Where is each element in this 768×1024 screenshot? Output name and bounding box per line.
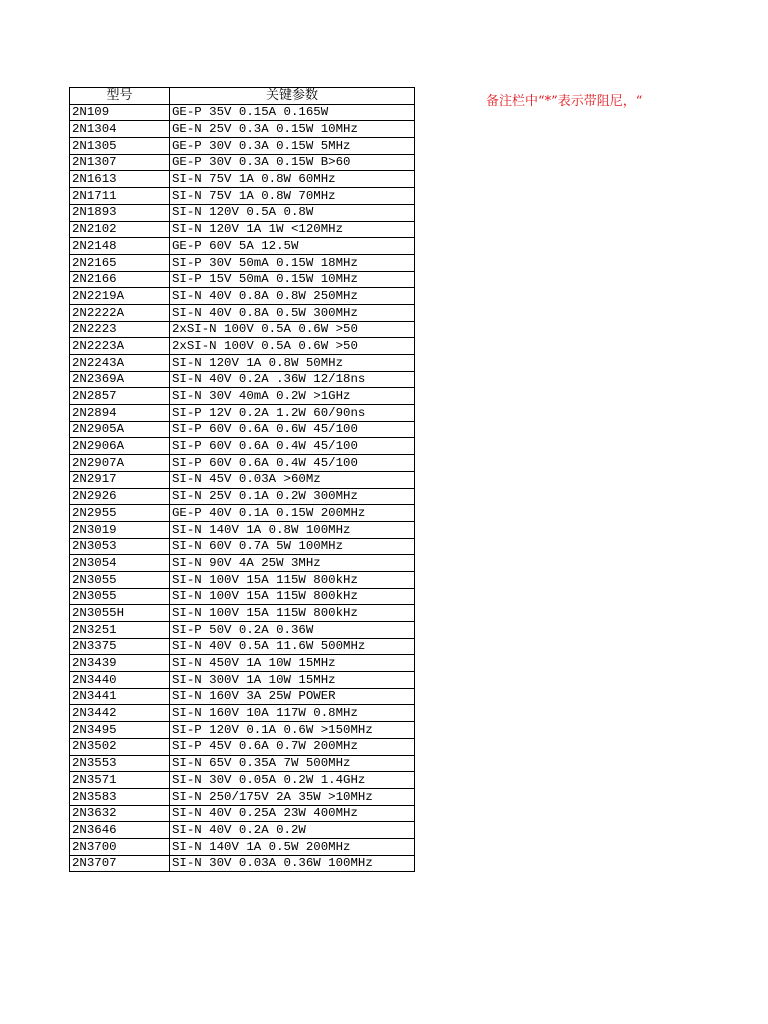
table-row: [70, 855, 415, 872]
params-cell[interactable]: SI-N 160V 10A 117W 0.8MHz: [170, 705, 415, 722]
spreadsheet-area: [69, 87, 415, 872]
table-row: [70, 188, 415, 205]
params-cell[interactable]: SI-N 30V 0.05A 0.2W 1.4GHz: [170, 772, 415, 789]
params-cell[interactable]: SI-P 60V 0.6A 0.6W 45/100: [170, 421, 415, 438]
table-row: [70, 438, 415, 455]
params-cell[interactable]: SI-N 30V 0.03A 0.36W 100MHz: [170, 855, 415, 872]
table-row: [70, 638, 415, 655]
model-cell[interactable]: 2N3646: [70, 822, 170, 839]
model-cell[interactable]: 2N3553: [70, 755, 170, 772]
params-cell[interactable]: SI-P 60V 0.6A 0.4W 45/100: [170, 438, 415, 455]
model-cell[interactable]: 2N2955: [70, 505, 170, 522]
params-cell[interactable]: 2xSI-N 100V 0.5A 0.6W >50: [170, 321, 415, 338]
model-cell[interactable]: 2N3055: [70, 571, 170, 588]
model-cell[interactable]: 2N109: [70, 104, 170, 121]
model-cell[interactable]: 2N2894: [70, 405, 170, 422]
params-cell[interactable]: SI-N 25V 0.1A 0.2W 300MHz: [170, 488, 415, 505]
table-row: [70, 154, 415, 171]
params-cell[interactable]: SI-N 65V 0.35A 7W 500MHz: [170, 755, 415, 772]
table-row: [70, 321, 415, 338]
table-row: [70, 138, 415, 155]
model-cell[interactable]: 2N2102: [70, 221, 170, 238]
table-row: [70, 788, 415, 805]
column-header-model[interactable]: 型号: [70, 88, 170, 105]
table-row: [70, 488, 415, 505]
table-row: [70, 755, 415, 772]
params-cell[interactable]: 2xSI-N 100V 0.5A 0.6W >50: [170, 338, 415, 355]
model-cell[interactable]: 2N3251: [70, 622, 170, 639]
model-cell[interactable]: 2N1711: [70, 188, 170, 205]
params-cell[interactable]: SI-N 140V 1A 0.8W 100MHz: [170, 521, 415, 538]
table-row: [70, 371, 415, 388]
column-header-params[interactable]: 关键参数: [170, 88, 415, 105]
model-cell[interactable]: 2N2917: [70, 471, 170, 488]
table-row: [70, 772, 415, 789]
model-cell[interactable]: 2N2219A: [70, 288, 170, 305]
params-cell[interactable]: SI-P 15V 50mA 0.15W 10MHz: [170, 271, 415, 288]
model-cell[interactable]: 2N3700: [70, 838, 170, 855]
model-cell[interactable]: 2N2223A: [70, 338, 170, 355]
table-row: [70, 388, 415, 405]
table-row: [70, 738, 415, 755]
table-row: [70, 338, 415, 355]
params-cell[interactable]: SI-P 50V 0.2A 0.36W: [170, 622, 415, 639]
params-cell[interactable]: SI-N 90V 4A 25W 3MHz: [170, 555, 415, 572]
table-row: [70, 588, 415, 605]
model-cell[interactable]: 2N3632: [70, 805, 170, 822]
model-cell[interactable]: 2N1305: [70, 138, 170, 155]
params-cell[interactable]: SI-N 40V 0.2A .36W 12/18ns: [170, 371, 415, 388]
model-cell[interactable]: 2N2166: [70, 271, 170, 288]
remark-note[interactable]: 备注栏中“*”表示带阻尼，“: [486, 94, 643, 109]
model-cell[interactable]: 2N3055: [70, 588, 170, 605]
table-row: [70, 254, 415, 271]
model-cell[interactable]: 2N3053: [70, 538, 170, 555]
table-row: [70, 405, 415, 422]
table-row: [70, 622, 415, 639]
table-row: [70, 822, 415, 839]
params-cell[interactable]: GE-P 60V 5A 12.5W: [170, 238, 415, 255]
table-row: [70, 705, 415, 722]
params-cell[interactable]: SI-N 100V 15A 115W 800kHz: [170, 588, 415, 605]
params-cell[interactable]: SI-N 120V 1A 0.8W 50MHz: [170, 355, 415, 372]
params-cell[interactable]: GE-P 30V 0.3A 0.15W B>60: [170, 154, 415, 171]
table-row: [70, 271, 415, 288]
model-cell[interactable]: 2N1893: [70, 204, 170, 221]
model-cell[interactable]: 2N2223: [70, 321, 170, 338]
params-cell[interactable]: SI-N 450V 1A 10W 15MHz: [170, 655, 415, 672]
model-cell[interactable]: 2N3583: [70, 788, 170, 805]
params-cell[interactable]: SI-N 40V 0.25A 23W 400MHz: [170, 805, 415, 822]
params-cell[interactable]: SI-N 75V 1A 0.8W 70MHz: [170, 188, 415, 205]
model-cell[interactable]: 2N3054: [70, 555, 170, 572]
table-row: [70, 104, 415, 121]
model-cell[interactable]: 2N2165: [70, 254, 170, 271]
params-cell[interactable]: SI-N 120V 1A 1W <120MHz: [170, 221, 415, 238]
model-cell[interactable]: 2N3571: [70, 772, 170, 789]
table-body: [70, 104, 415, 872]
params-cell[interactable]: SI-N 75V 1A 0.8W 60MHz: [170, 171, 415, 188]
table-row: [70, 538, 415, 555]
table-row: [70, 304, 415, 321]
table-row: [70, 238, 415, 255]
params-cell[interactable]: SI-N 40V 0.8A 0.8W 250MHz: [170, 288, 415, 305]
model-cell[interactable]: 2N3707: [70, 855, 170, 872]
model-cell[interactable]: 2N1304: [70, 121, 170, 138]
table-row: [70, 505, 415, 522]
params-cell[interactable]: GE-P 30V 0.3A 0.15W 5MHz: [170, 138, 415, 155]
header-row: [70, 88, 415, 105]
model-cell[interactable]: 2N2926: [70, 488, 170, 505]
model-cell[interactable]: 2N3439: [70, 655, 170, 672]
table-row: [70, 288, 415, 305]
model-cell[interactable]: 2N2906A: [70, 438, 170, 455]
params-cell[interactable]: SI-N 40V 0.5A 11.6W 500MHz: [170, 638, 415, 655]
table-row: [70, 722, 415, 739]
params-cell[interactable]: SI-P 120V 0.1A 0.6W >150MHz: [170, 722, 415, 739]
params-cell[interactable]: SI-N 160V 3A 25W POWER: [170, 688, 415, 705]
table-row: [70, 471, 415, 488]
table-row: [70, 571, 415, 588]
params-cell[interactable]: SI-N 30V 40mA 0.2W >1GHz: [170, 388, 415, 405]
params-cell[interactable]: SI-P 30V 50mA 0.15W 18MHz: [170, 254, 415, 271]
table-row: [70, 688, 415, 705]
model-cell[interactable]: 2N2222A: [70, 304, 170, 321]
model-cell[interactable]: 2N2369A: [70, 371, 170, 388]
table-row: [70, 838, 415, 855]
model-cell[interactable]: 2N2905A: [70, 421, 170, 438]
params-cell[interactable]: SI-N 140V 1A 0.5W 200MHz: [170, 838, 415, 855]
table-row: [70, 521, 415, 538]
model-cell[interactable]: 2N2857: [70, 388, 170, 405]
params-cell[interactable]: SI-N 250/175V 2A 35W >10MHz: [170, 788, 415, 805]
model-cell[interactable]: 2N1613: [70, 171, 170, 188]
params-cell[interactable]: SI-P 45V 0.6A 0.7W 200MHz: [170, 738, 415, 755]
params-cell[interactable]: SI-N 60V 0.7A 5W 100MHz: [170, 538, 415, 555]
table-row: [70, 672, 415, 689]
params-cell[interactable]: GE-P 35V 0.15A 0.165W: [170, 104, 415, 121]
params-cell[interactable]: SI-N 120V 0.5A 0.8W: [170, 204, 415, 221]
params-cell[interactable]: SI-N 100V 15A 115W 800kHz: [170, 571, 415, 588]
params-cell[interactable]: SI-P 12V 0.2A 1.2W 60/90ns: [170, 405, 415, 422]
table-row: [70, 555, 415, 572]
model-cell[interactable]: 2N2243A: [70, 355, 170, 372]
params-cell[interactable]: SI-N 100V 15A 115W 800kHz: [170, 605, 415, 622]
table-row: [70, 171, 415, 188]
model-cell[interactable]: 2N3019: [70, 521, 170, 538]
table-row: [70, 655, 415, 672]
params-cell[interactable]: SI-N 40V 0.2A 0.2W: [170, 822, 415, 839]
params-cell[interactable]: GE-P 40V 0.1A 0.15W 200MHz: [170, 505, 415, 522]
params-cell[interactable]: SI-N 40V 0.8A 0.5W 300MHz: [170, 304, 415, 321]
model-cell[interactable]: 2N2907A: [70, 455, 170, 472]
transistor-parameters-table: [69, 87, 415, 872]
params-cell[interactable]: GE-N 25V 0.3A 0.15W 10MHz: [170, 121, 415, 138]
params-cell[interactable]: SI-N 45V 0.03A >60Mz: [170, 471, 415, 488]
model-cell[interactable]: 2N3495: [70, 722, 170, 739]
params-cell[interactable]: SI-P 60V 0.6A 0.4W 45/100: [170, 455, 415, 472]
model-cell[interactable]: 2N3502: [70, 738, 170, 755]
model-cell[interactable]: 2N3440: [70, 672, 170, 689]
table-row: [70, 355, 415, 372]
model-cell[interactable]: 2N3441: [70, 688, 170, 705]
table-row: [70, 421, 415, 438]
model-cell[interactable]: 2N3055H: [70, 605, 170, 622]
model-cell[interactable]: 2N2148: [70, 238, 170, 255]
table-row: [70, 221, 415, 238]
table-row: [70, 605, 415, 622]
params-cell[interactable]: SI-N 300V 1A 10W 15MHz: [170, 672, 415, 689]
table-row: [70, 121, 415, 138]
model-cell[interactable]: 2N1307: [70, 154, 170, 171]
model-cell[interactable]: 2N3442: [70, 705, 170, 722]
table-row: [70, 805, 415, 822]
table-row: [70, 204, 415, 221]
table-row: [70, 455, 415, 472]
model-cell[interactable]: 2N3375: [70, 638, 170, 655]
